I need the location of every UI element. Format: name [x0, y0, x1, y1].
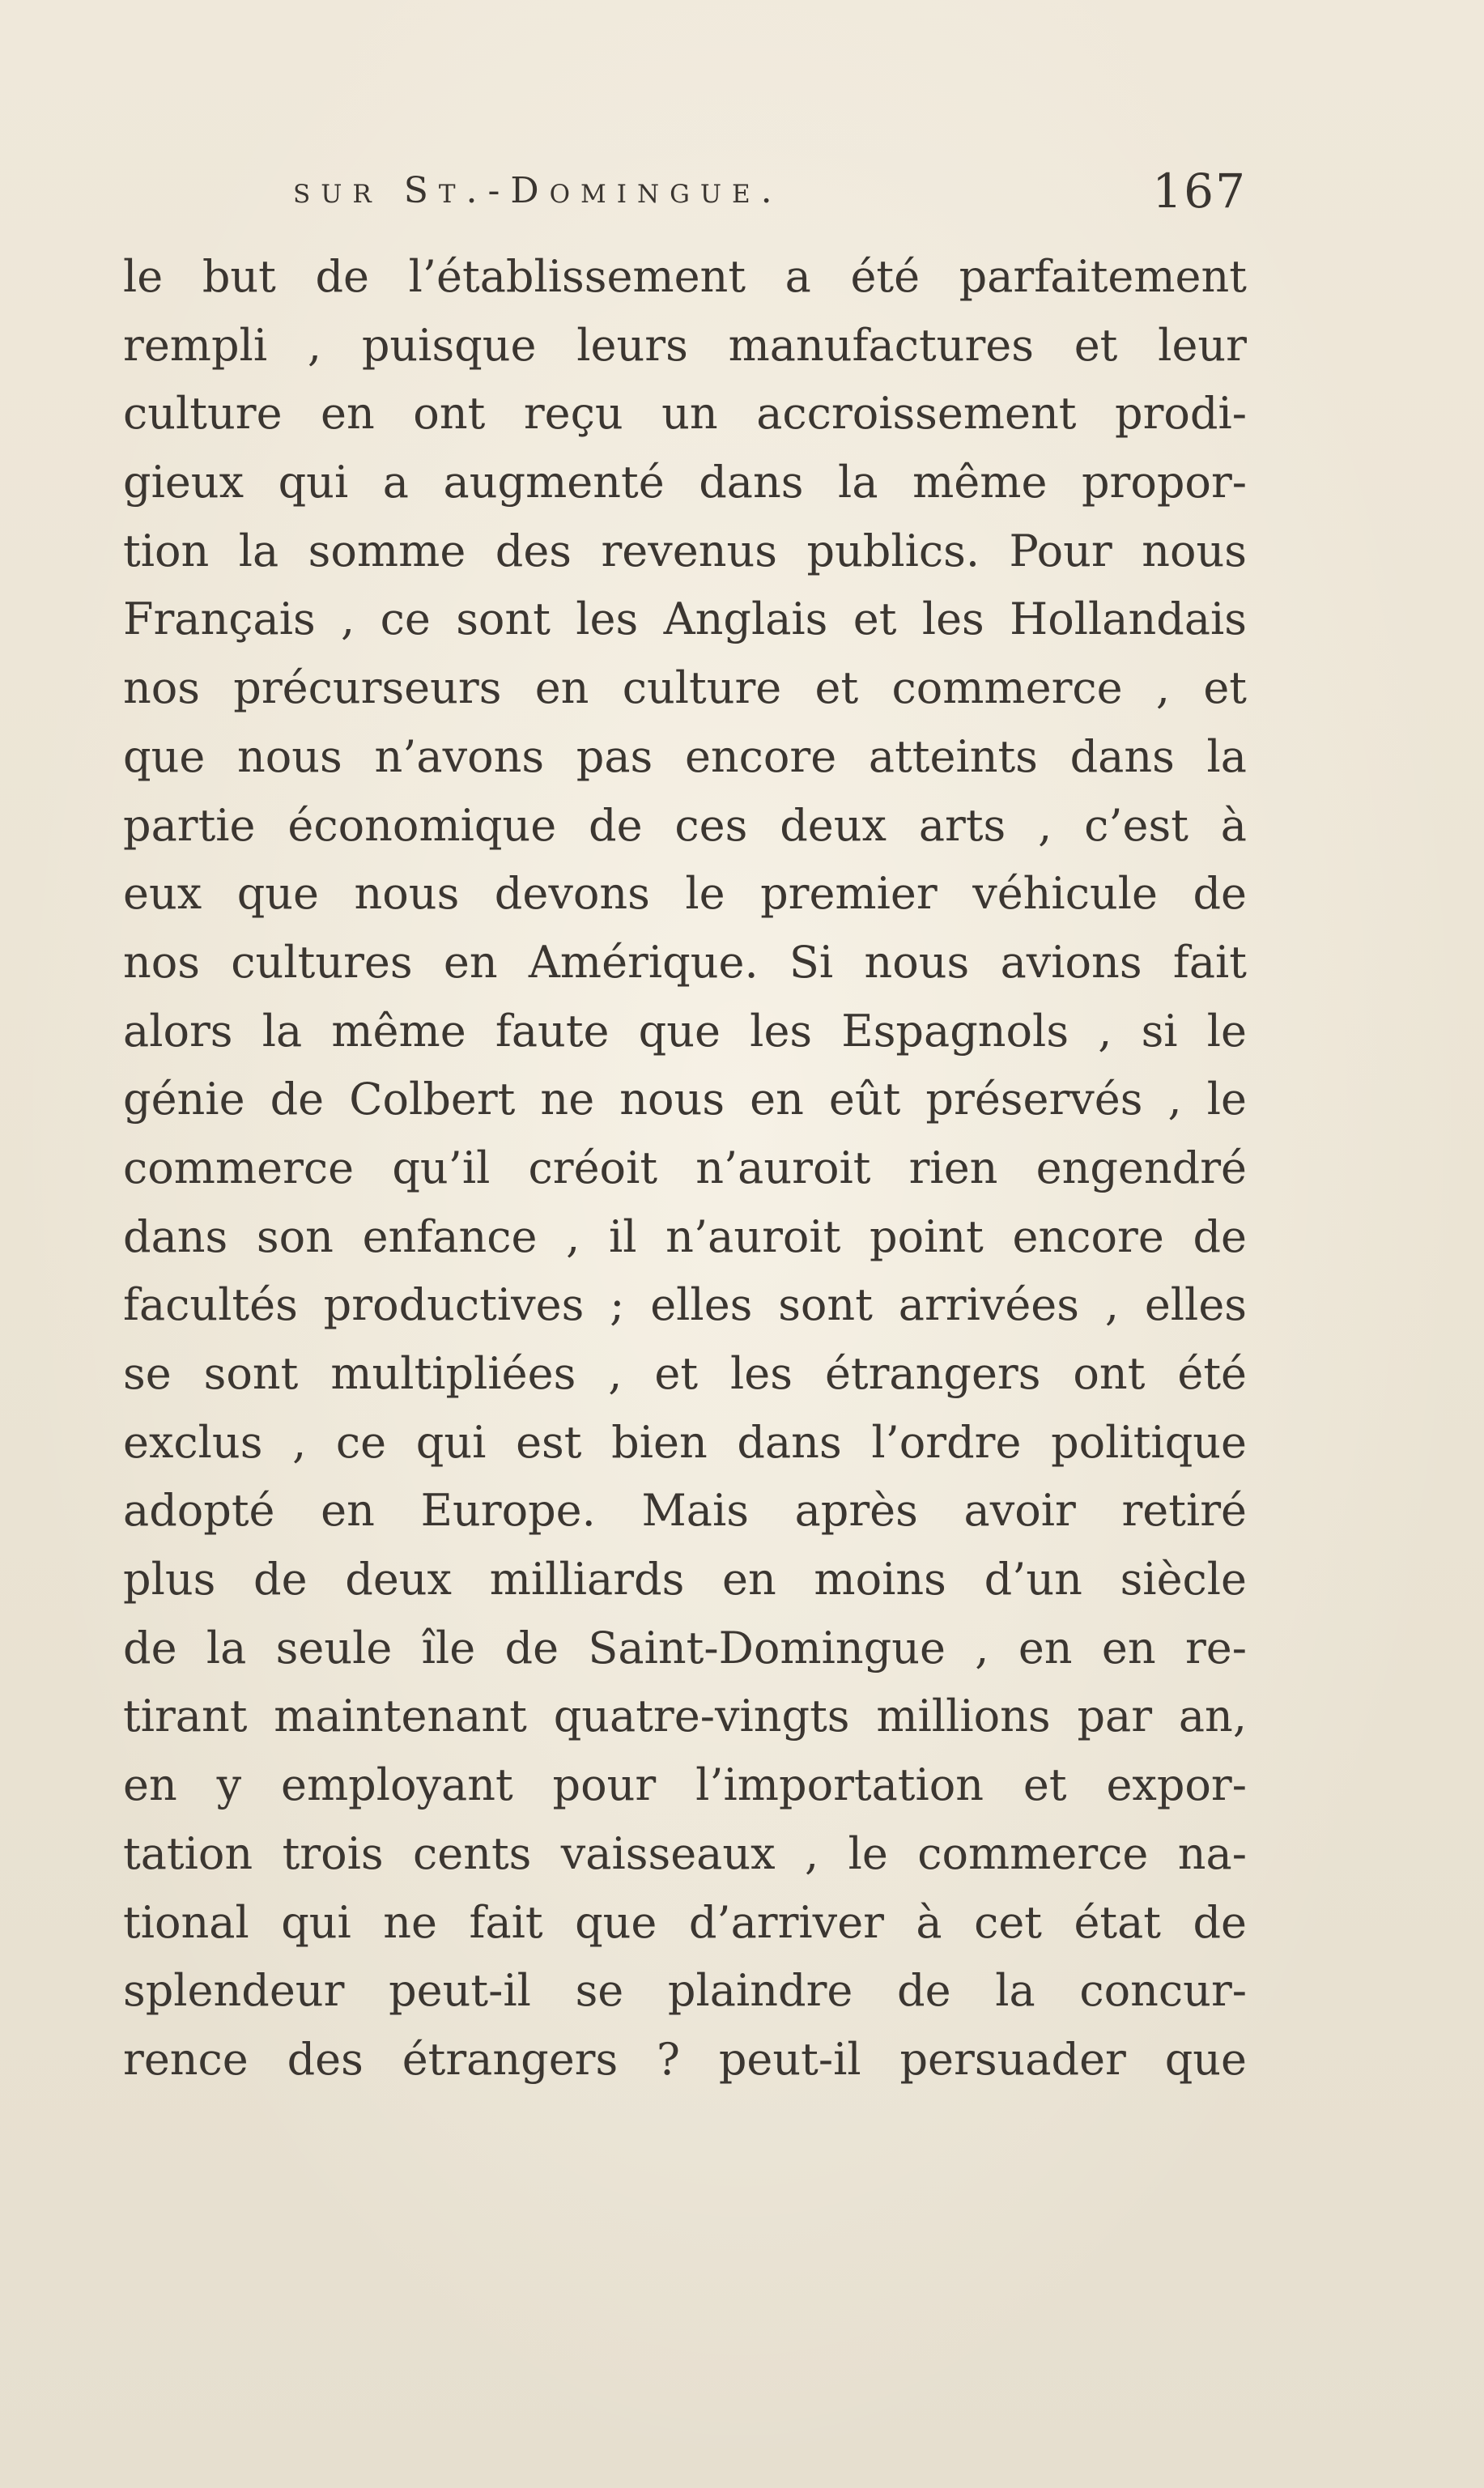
- text-line: gieux qui a augmenté dans la même propor-: [123, 457, 1247, 508]
- text-line: culture en ont reçu un accroissement prodi-: [123, 388, 1247, 440]
- text-line: Français , ce sont les Anglais et les Hollandais: [123, 593, 1247, 645]
- text-line: alors la même faute que les Espagnols , si le: [123, 1005, 1247, 1057]
- text-line: génie de Colbert ne nous en eût préservés , le: [123, 1074, 1247, 1125]
- page-number: 167: [1152, 164, 1247, 219]
- text-line: tation trois cents vaisseaux , le commerce na-: [123, 1827, 1247, 1879]
- text-line: rence des étrangers ? peut-il persuader que: [123, 2033, 1247, 2085]
- text-line: se sont multipliées , et les étrangers ont été: [123, 1348, 1247, 1399]
- text-line: de la seule île de Saint-Domingue , en en re-: [123, 1622, 1247, 1674]
- text-line: nos précurseurs en culture et commerce , et: [123, 662, 1247, 714]
- text-line: commerce qu’il créoit n’auroit rien engendré: [123, 1142, 1247, 1193]
- text-line: facultés productives ; elles sont arrivées , elles: [123, 1279, 1247, 1331]
- text-line: tirant maintenant quatre-vingts millions par an,: [123, 1691, 1247, 1742]
- text-line: que nous n’avons pas encore atteints dans la: [123, 730, 1247, 782]
- running-title: sur St.-Domingue.: [293, 170, 783, 211]
- text-line: le but de l’établissement a été parfaitement: [123, 251, 1247, 302]
- body-text: [123, 243, 1247, 2095]
- text-line: dans son enfance , il n’auroit point encore de: [123, 1210, 1247, 1262]
- text-line: partie économique de ces deux arts , c’est à: [123, 799, 1247, 851]
- text-line: plus de deux milliards en moins d’un siècle: [123, 1554, 1247, 1606]
- text-line: rempli , puisque leurs manufactures et leur: [123, 319, 1247, 371]
- text-line: eux que nous devons le premier véhicule de: [123, 868, 1247, 920]
- text-line: splendeur peut-il se plaindre de la concur-: [123, 1965, 1247, 2017]
- text-line: adopté en Europe. Mais après avoir retiré: [123, 1485, 1247, 1537]
- page-header: [293, 164, 1247, 228]
- text-line: exclus , ce qui est bien dans l’ordre politique: [123, 1416, 1247, 1468]
- text-line: tion la somme des revenus publics. Pour nous: [123, 525, 1247, 576]
- text-line: en y employant pour l’importation et expor-: [123, 1759, 1247, 1811]
- text-line: nos cultures en Amérique. Si nous avions fait: [123, 936, 1247, 988]
- text-line: tional qui ne fait que d’arriver à cet état de: [123, 1896, 1247, 1948]
